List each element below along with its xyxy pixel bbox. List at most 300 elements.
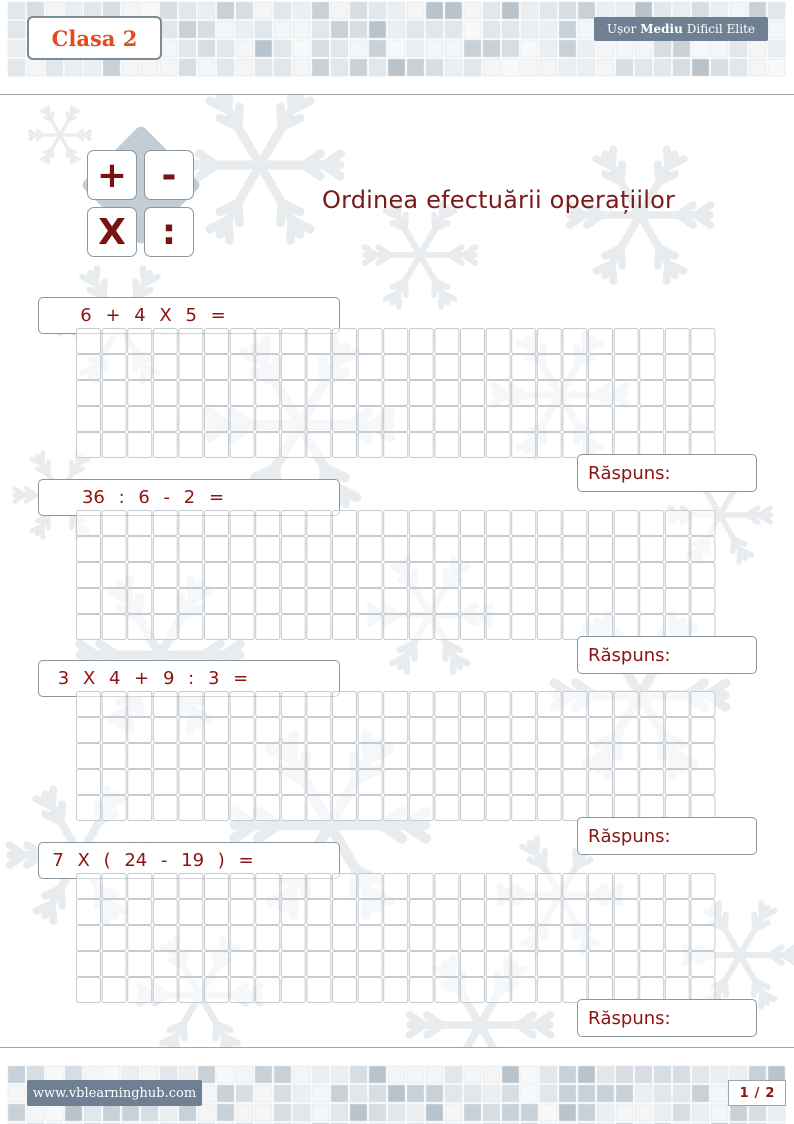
grid-cell[interactable] xyxy=(384,407,408,432)
grid-cell[interactable] xyxy=(435,692,459,717)
grid-cell[interactable] xyxy=(230,381,254,406)
grid-cell[interactable] xyxy=(77,692,101,717)
grid-cell[interactable] xyxy=(691,355,715,380)
difficulty-hard[interactable]: Dificil xyxy=(686,22,723,36)
grid-cell[interactable] xyxy=(333,978,357,1003)
grid-cell[interactable] xyxy=(307,952,331,977)
grid-cell[interactable] xyxy=(230,355,254,380)
grid-cell[interactable] xyxy=(77,589,101,614)
grid-cell[interactable] xyxy=(307,381,331,406)
grid-cell[interactable] xyxy=(384,952,408,977)
grid-cell[interactable] xyxy=(461,952,485,977)
grid-cell[interactable] xyxy=(281,537,305,562)
grid-cell[interactable] xyxy=(384,589,408,614)
grid-cell[interactable] xyxy=(281,926,305,951)
grid-cell[interactable] xyxy=(179,407,203,432)
grid-cell[interactable] xyxy=(665,355,689,380)
grid-cell[interactable] xyxy=(486,511,510,536)
grid-cell[interactable] xyxy=(230,511,254,536)
grid-cell[interactable] xyxy=(614,874,638,899)
grid-cell[interactable] xyxy=(665,874,689,899)
grid-cell[interactable] xyxy=(153,329,177,354)
grid-cell[interactable] xyxy=(614,511,638,536)
grid-cell[interactable] xyxy=(665,407,689,432)
grid-cell[interactable] xyxy=(563,718,587,743)
grid-cell[interactable] xyxy=(512,692,536,717)
grid-cell[interactable] xyxy=(435,978,459,1003)
grid-cell[interactable] xyxy=(589,874,613,899)
grid-cell[interactable] xyxy=(461,744,485,769)
grid-cell[interactable] xyxy=(128,796,152,821)
grid-cell[interactable] xyxy=(256,926,280,951)
grid-cell[interactable] xyxy=(333,692,357,717)
grid-cell[interactable] xyxy=(307,874,331,899)
grid-cell[interactable] xyxy=(409,433,433,458)
grid-cell[interactable] xyxy=(486,952,510,977)
grid-cell[interactable] xyxy=(665,952,689,977)
grid-cell[interactable] xyxy=(640,407,664,432)
grid-cell[interactable] xyxy=(256,329,280,354)
grid-cell[interactable] xyxy=(461,511,485,536)
grid-cell[interactable] xyxy=(102,355,126,380)
grid-cell[interactable] xyxy=(307,433,331,458)
grid-cell[interactable] xyxy=(409,926,433,951)
grid-cell[interactable] xyxy=(537,926,561,951)
grid-cell[interactable] xyxy=(691,770,715,795)
grid-cell[interactable] xyxy=(77,900,101,925)
grid-cell[interactable] xyxy=(563,770,587,795)
grid-cell[interactable] xyxy=(281,355,305,380)
grid-cell[interactable] xyxy=(128,537,152,562)
grid-cell[interactable] xyxy=(307,511,331,536)
grid-cell[interactable] xyxy=(102,537,126,562)
grid-cell[interactable] xyxy=(614,407,638,432)
grid-cell[interactable] xyxy=(281,589,305,614)
grid-cell[interactable] xyxy=(128,563,152,588)
grid-cell[interactable] xyxy=(333,900,357,925)
grid-cell[interactable] xyxy=(333,615,357,640)
grid-cell[interactable] xyxy=(153,692,177,717)
grid-cell[interactable] xyxy=(230,692,254,717)
grid-cell[interactable] xyxy=(409,978,433,1003)
grid-cell[interactable] xyxy=(691,537,715,562)
grid-cell[interactable] xyxy=(230,589,254,614)
grid-cell[interactable] xyxy=(128,433,152,458)
grid-cell[interactable] xyxy=(77,407,101,432)
grid-cell[interactable] xyxy=(589,563,613,588)
grid-cell[interactable] xyxy=(281,900,305,925)
grid-cell[interactable] xyxy=(665,692,689,717)
grid-cell[interactable] xyxy=(128,718,152,743)
grid-cell[interactable] xyxy=(665,744,689,769)
grid-cell[interactable] xyxy=(307,744,331,769)
grid-cell[interactable] xyxy=(563,407,587,432)
grid-cell[interactable] xyxy=(384,563,408,588)
grid-cell[interactable] xyxy=(281,952,305,977)
grid-cell[interactable] xyxy=(307,770,331,795)
grid-cell[interactable] xyxy=(409,407,433,432)
grid-cell[interactable] xyxy=(435,952,459,977)
grid-cell[interactable] xyxy=(614,744,638,769)
grid-cell[interactable] xyxy=(640,952,664,977)
grid-cell[interactable] xyxy=(537,770,561,795)
grid-cell[interactable] xyxy=(512,407,536,432)
grid-cell[interactable] xyxy=(409,329,433,354)
grid-cell[interactable] xyxy=(384,796,408,821)
problem-4-work-grid[interactable] xyxy=(76,873,722,1005)
grid-cell[interactable] xyxy=(128,329,152,354)
grid-cell[interactable] xyxy=(537,615,561,640)
grid-cell[interactable] xyxy=(153,952,177,977)
grid-cell[interactable] xyxy=(486,718,510,743)
grid-cell[interactable] xyxy=(179,796,203,821)
grid-cell[interactable] xyxy=(307,563,331,588)
grid-cell[interactable] xyxy=(102,744,126,769)
grid-cell[interactable] xyxy=(128,381,152,406)
grid-cell[interactable] xyxy=(358,615,382,640)
grid-cell[interactable] xyxy=(512,926,536,951)
grid-cell[interactable] xyxy=(333,381,357,406)
grid-cell[interactable] xyxy=(640,589,664,614)
grid-cell[interactable] xyxy=(614,718,638,743)
grid-cell[interactable] xyxy=(563,537,587,562)
grid-cell[interactable] xyxy=(691,874,715,899)
grid-cell[interactable] xyxy=(512,718,536,743)
grid-cell[interactable] xyxy=(614,692,638,717)
grid-cell[interactable] xyxy=(665,589,689,614)
grid-cell[interactable] xyxy=(384,433,408,458)
problem-2-answer-box[interactable] xyxy=(577,636,757,674)
grid-cell[interactable] xyxy=(409,589,433,614)
grid-cell[interactable] xyxy=(281,615,305,640)
grid-cell[interactable] xyxy=(640,926,664,951)
grid-cell[interactable] xyxy=(435,407,459,432)
grid-cell[interactable] xyxy=(281,329,305,354)
grid-cell[interactable] xyxy=(358,926,382,951)
grid-cell[interactable] xyxy=(563,511,587,536)
grid-cell[interactable] xyxy=(205,589,229,614)
grid-cell[interactable] xyxy=(435,381,459,406)
grid-cell[interactable] xyxy=(512,433,536,458)
grid-cell[interactable] xyxy=(307,329,331,354)
grid-cell[interactable] xyxy=(102,381,126,406)
grid-cell[interactable] xyxy=(384,926,408,951)
grid-cell[interactable] xyxy=(589,926,613,951)
grid-cell[interactable] xyxy=(537,692,561,717)
grid-cell[interactable] xyxy=(461,900,485,925)
grid-cell[interactable] xyxy=(179,537,203,562)
grid-cell[interactable] xyxy=(691,692,715,717)
grid-cell[interactable] xyxy=(537,978,561,1003)
grid-cell[interactable] xyxy=(358,718,382,743)
grid-cell[interactable] xyxy=(614,770,638,795)
grid-cell[interactable] xyxy=(77,329,101,354)
grid-cell[interactable] xyxy=(256,796,280,821)
grid-cell[interactable] xyxy=(307,926,331,951)
grid-cell[interactable] xyxy=(77,563,101,588)
grid-cell[interactable] xyxy=(640,511,664,536)
grid-cell[interactable] xyxy=(281,511,305,536)
grid-cell[interactable] xyxy=(409,874,433,899)
grid-cell[interactable] xyxy=(153,874,177,899)
grid-cell[interactable] xyxy=(333,433,357,458)
grid-cell[interactable] xyxy=(281,563,305,588)
grid-cell[interactable] xyxy=(230,718,254,743)
grid-cell[interactable] xyxy=(614,926,638,951)
grid-cell[interactable] xyxy=(307,615,331,640)
grid-cell[interactable] xyxy=(384,615,408,640)
grid-cell[interactable] xyxy=(614,329,638,354)
grid-cell[interactable] xyxy=(281,407,305,432)
grid-cell[interactable] xyxy=(281,692,305,717)
grid-cell[interactable] xyxy=(102,433,126,458)
grid-cell[interactable] xyxy=(486,926,510,951)
grid-cell[interactable] xyxy=(179,329,203,354)
grid-cell[interactable] xyxy=(333,952,357,977)
grid-cell[interactable] xyxy=(256,355,280,380)
grid-cell[interactable] xyxy=(230,874,254,899)
grid-cell[interactable] xyxy=(358,381,382,406)
grid-cell[interactable] xyxy=(153,511,177,536)
grid-cell[interactable] xyxy=(614,952,638,977)
grid-cell[interactable] xyxy=(435,718,459,743)
grid-cell[interactable] xyxy=(256,381,280,406)
grid-cell[interactable] xyxy=(563,926,587,951)
grid-cell[interactable] xyxy=(256,511,280,536)
grid-cell[interactable] xyxy=(153,718,177,743)
grid-cell[interactable] xyxy=(205,381,229,406)
grid-cell[interactable] xyxy=(358,900,382,925)
grid-cell[interactable] xyxy=(665,511,689,536)
grid-cell[interactable] xyxy=(205,537,229,562)
grid-cell[interactable] xyxy=(358,744,382,769)
grid-cell[interactable] xyxy=(665,329,689,354)
problem-4-answer-box[interactable] xyxy=(577,999,757,1037)
grid-cell[interactable] xyxy=(665,381,689,406)
grid-cell[interactable] xyxy=(256,537,280,562)
grid-cell[interactable] xyxy=(691,407,715,432)
grid-cell[interactable] xyxy=(384,537,408,562)
grid-cell[interactable] xyxy=(128,407,152,432)
grid-cell[interactable] xyxy=(409,952,433,977)
grid-cell[interactable] xyxy=(281,433,305,458)
grid-cell[interactable] xyxy=(486,407,510,432)
grid-cell[interactable] xyxy=(640,874,664,899)
grid-cell[interactable] xyxy=(358,433,382,458)
grid-cell[interactable] xyxy=(256,744,280,769)
grid-cell[interactable] xyxy=(512,329,536,354)
grid-cell[interactable] xyxy=(461,926,485,951)
grid-cell[interactable] xyxy=(512,563,536,588)
grid-cell[interactable] xyxy=(691,952,715,977)
grid-cell[interactable] xyxy=(640,900,664,925)
grid-cell[interactable] xyxy=(102,952,126,977)
grid-cell[interactable] xyxy=(537,355,561,380)
grid-cell[interactable] xyxy=(614,381,638,406)
grid-cell[interactable] xyxy=(128,926,152,951)
grid-cell[interactable] xyxy=(537,900,561,925)
grid-cell[interactable] xyxy=(435,900,459,925)
grid-cell[interactable] xyxy=(230,926,254,951)
grid-cell[interactable] xyxy=(409,355,433,380)
grid-cell[interactable] xyxy=(384,329,408,354)
grid-cell[interactable] xyxy=(153,563,177,588)
difficulty-easy[interactable]: Ușor xyxy=(606,22,637,36)
grid-cell[interactable] xyxy=(179,718,203,743)
grid-cell[interactable] xyxy=(358,407,382,432)
grid-cell[interactable] xyxy=(77,381,101,406)
grid-cell[interactable] xyxy=(333,926,357,951)
grid-cell[interactable] xyxy=(179,511,203,536)
grid-cell[interactable] xyxy=(512,615,536,640)
grid-cell[interactable] xyxy=(589,511,613,536)
grid-cell[interactable] xyxy=(256,978,280,1003)
grid-cell[interactable] xyxy=(281,381,305,406)
grid-cell[interactable] xyxy=(256,589,280,614)
grid-cell[interactable] xyxy=(384,381,408,406)
grid-cell[interactable] xyxy=(77,718,101,743)
grid-cell[interactable] xyxy=(486,355,510,380)
grid-cell[interactable] xyxy=(665,770,689,795)
grid-cell[interactable] xyxy=(384,770,408,795)
grid-cell[interactable] xyxy=(640,381,664,406)
grid-cell[interactable] xyxy=(153,796,177,821)
grid-cell[interactable] xyxy=(102,874,126,899)
grid-cell[interactable] xyxy=(614,355,638,380)
grid-cell[interactable] xyxy=(205,407,229,432)
grid-cell[interactable] xyxy=(205,511,229,536)
grid-cell[interactable] xyxy=(537,433,561,458)
grid-cell[interactable] xyxy=(512,874,536,899)
grid-cell[interactable] xyxy=(512,537,536,562)
grid-cell[interactable] xyxy=(77,433,101,458)
grid-cell[interactable] xyxy=(153,407,177,432)
grid-cell[interactable] xyxy=(614,900,638,925)
grid-cell[interactable] xyxy=(486,589,510,614)
grid-cell[interactable] xyxy=(358,511,382,536)
grid-cell[interactable] xyxy=(179,355,203,380)
grid-cell[interactable] xyxy=(537,329,561,354)
grid-cell[interactable] xyxy=(307,796,331,821)
grid-cell[interactable] xyxy=(589,718,613,743)
grid-cell[interactable] xyxy=(333,511,357,536)
grid-cell[interactable] xyxy=(358,874,382,899)
grid-cell[interactable] xyxy=(461,796,485,821)
grid-cell[interactable] xyxy=(128,770,152,795)
grid-cell[interactable] xyxy=(537,744,561,769)
grid-cell[interactable] xyxy=(563,900,587,925)
grid-cell[interactable] xyxy=(358,770,382,795)
grid-cell[interactable] xyxy=(230,615,254,640)
grid-cell[interactable] xyxy=(640,718,664,743)
grid-cell[interactable] xyxy=(256,692,280,717)
grid-cell[interactable] xyxy=(77,874,101,899)
grid-cell[interactable] xyxy=(256,900,280,925)
grid-cell[interactable] xyxy=(333,718,357,743)
grid-cell[interactable] xyxy=(384,978,408,1003)
grid-cell[interactable] xyxy=(409,900,433,925)
grid-cell[interactable] xyxy=(179,926,203,951)
grid-cell[interactable] xyxy=(435,433,459,458)
grid-cell[interactable] xyxy=(486,978,510,1003)
grid-cell[interactable] xyxy=(461,563,485,588)
grid-cell[interactable] xyxy=(563,355,587,380)
grid-cell[interactable] xyxy=(409,692,433,717)
grid-cell[interactable] xyxy=(691,744,715,769)
grid-cell[interactable] xyxy=(128,900,152,925)
grid-cell[interactable] xyxy=(486,692,510,717)
grid-cell[interactable] xyxy=(307,978,331,1003)
grid-cell[interactable] xyxy=(307,692,331,717)
grid-cell[interactable] xyxy=(179,433,203,458)
grid-cell[interactable] xyxy=(77,615,101,640)
grid-cell[interactable] xyxy=(128,744,152,769)
grid-cell[interactable] xyxy=(563,589,587,614)
grid-cell[interactable] xyxy=(230,744,254,769)
grid-cell[interactable] xyxy=(333,563,357,588)
grid-cell[interactable] xyxy=(563,744,587,769)
grid-cell[interactable] xyxy=(77,355,101,380)
grid-cell[interactable] xyxy=(435,744,459,769)
grid-cell[interactable] xyxy=(409,744,433,769)
grid-cell[interactable] xyxy=(205,952,229,977)
difficulty-medium[interactable]: Mediu xyxy=(640,22,683,36)
grid-cell[interactable] xyxy=(153,381,177,406)
website-url[interactable]: www.vblearninghub.com xyxy=(27,1080,202,1106)
grid-cell[interactable] xyxy=(589,329,613,354)
grid-cell[interactable] xyxy=(563,381,587,406)
grid-cell[interactable] xyxy=(409,381,433,406)
grid-cell[interactable] xyxy=(665,718,689,743)
grid-cell[interactable] xyxy=(512,952,536,977)
grid-cell[interactable] xyxy=(77,796,101,821)
grid-cell[interactable] xyxy=(435,615,459,640)
grid-cell[interactable] xyxy=(256,615,280,640)
grid-cell[interactable] xyxy=(589,589,613,614)
grid-cell[interactable] xyxy=(691,381,715,406)
grid-cell[interactable] xyxy=(589,952,613,977)
grid-cell[interactable] xyxy=(281,770,305,795)
grid-cell[interactable] xyxy=(358,952,382,977)
grid-cell[interactable] xyxy=(537,563,561,588)
grid-cell[interactable] xyxy=(307,589,331,614)
grid-cell[interactable] xyxy=(409,796,433,821)
grid-cell[interactable] xyxy=(435,770,459,795)
grid-cell[interactable] xyxy=(486,433,510,458)
grid-cell[interactable] xyxy=(486,770,510,795)
grid-cell[interactable] xyxy=(486,615,510,640)
grid-cell[interactable] xyxy=(333,874,357,899)
grid-cell[interactable] xyxy=(153,537,177,562)
grid-cell[interactable] xyxy=(102,718,126,743)
grid-cell[interactable] xyxy=(384,511,408,536)
grid-cell[interactable] xyxy=(102,926,126,951)
grid-cell[interactable] xyxy=(102,589,126,614)
grid-cell[interactable] xyxy=(205,900,229,925)
grid-cell[interactable] xyxy=(77,926,101,951)
grid-cell[interactable] xyxy=(486,563,510,588)
grid-cell[interactable] xyxy=(281,874,305,899)
grid-cell[interactable] xyxy=(102,329,126,354)
grid-cell[interactable] xyxy=(691,926,715,951)
grid-cell[interactable] xyxy=(486,796,510,821)
grid-cell[interactable] xyxy=(128,511,152,536)
grid-cell[interactable] xyxy=(614,589,638,614)
grid-cell[interactable] xyxy=(691,589,715,614)
grid-cell[interactable] xyxy=(691,900,715,925)
grid-cell[interactable] xyxy=(358,978,382,1003)
grid-cell[interactable] xyxy=(205,692,229,717)
